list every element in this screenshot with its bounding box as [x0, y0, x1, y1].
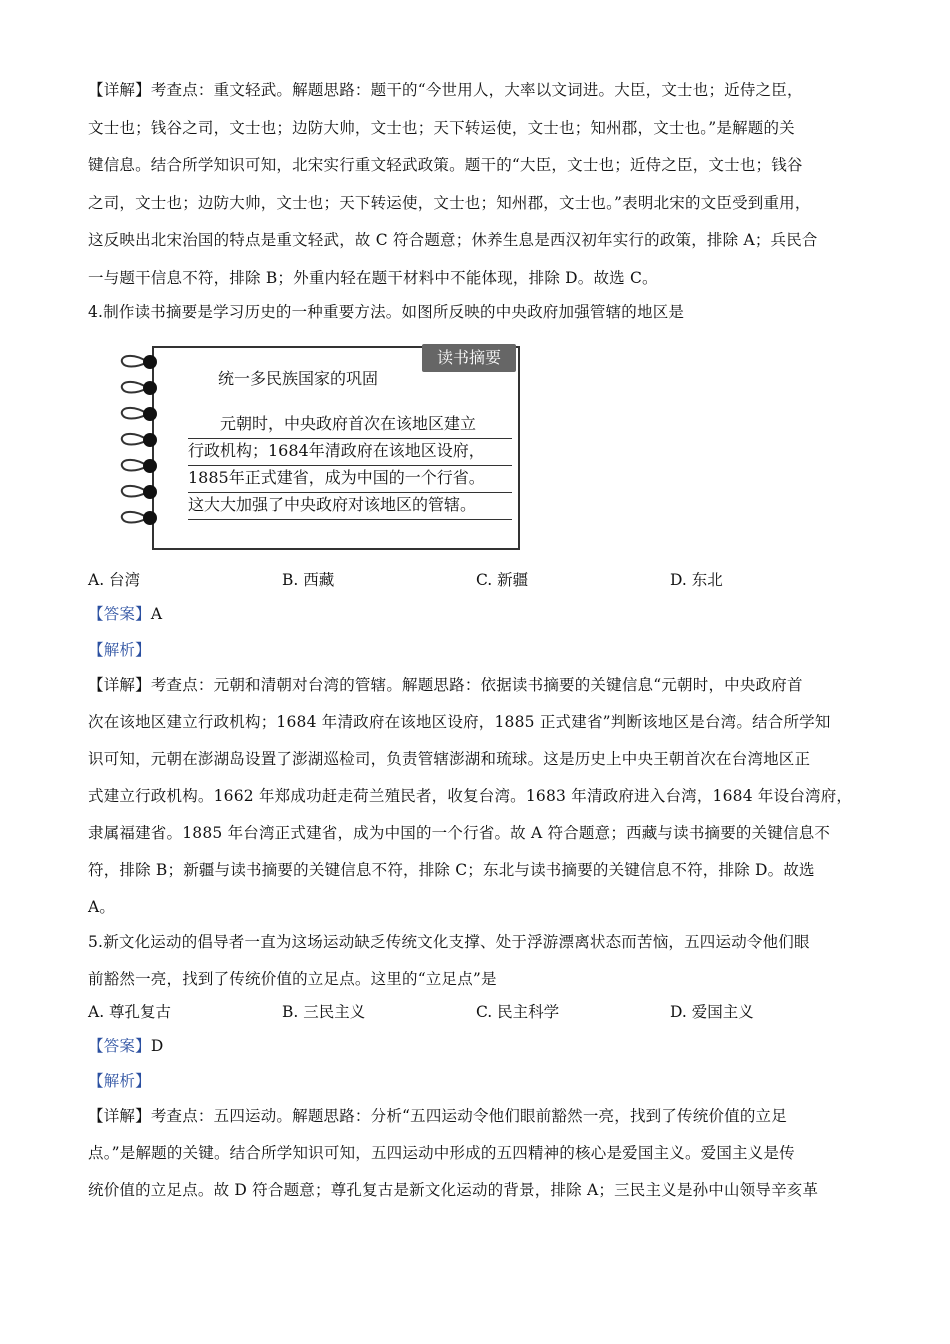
q4-option-c: C. 新疆 [476, 571, 529, 589]
figure-badge: 读书摘要 [422, 344, 516, 372]
q4-detail-line-3: 式建立行政机构。1662 年郑成功赶走荷兰殖民者，收复台湾。1683 年清政府进入台湾，1684 年设台湾府， [88, 787, 853, 805]
spiral-ring-icon [118, 354, 158, 370]
q3-detail-line-2: 键信息。结合所学知识可知，北宋实行重文轻武政策。题干的“大臣，文士也；近侍之臣，文士也；钱谷 [88, 156, 803, 174]
q5-question-line-1: 前豁然一亮，找到了传统价值的立足点。这里的“立足点”是 [88, 970, 497, 988]
q3-detail-tag: 【详解】 [88, 81, 151, 99]
spiral-ring-icon [118, 432, 158, 448]
q4-option-b: B. 西藏 [282, 571, 335, 589]
reading-summary-figure [118, 340, 518, 550]
figure-text-line: 这大大加强了中央政府对该地区的管辖。 [188, 493, 512, 520]
q3-detail-line-1: 文士也；钱谷之司，文士也；边防大帅，文士也；天下转运使，文士也；知州郡，文士也。”是解题的关 [88, 119, 795, 137]
q4-answer-value: A [150, 605, 163, 623]
q4-answer [88, 604, 878, 624]
q4-option-d: D. 东北 [670, 571, 723, 589]
q5-answer-value: D [150, 1037, 164, 1055]
q5-answer-tag: 【答案】 [88, 1037, 151, 1055]
q4-detail-line-5: 符，排除 B；新疆与读书摘要的关键信息不符，排除 C；东北与读书摘要的关键信息不符，排除 D。故选 [88, 861, 815, 879]
q5-analysis-tag: 【解析】 [88, 1072, 151, 1090]
q5-detail-line-2: 统价值的立足点。故 D 符合题意；尊孔复古是新文化运动的背景，排除 A；三民主义是孙中山领导辛亥革 [88, 1181, 819, 1199]
q5-option-b: B. 三民主义 [282, 1003, 366, 1021]
spiral-ring-icon [118, 458, 158, 474]
figure-text [188, 412, 512, 520]
spiral-ring-icon [118, 380, 158, 396]
q4-option-a: A. 台湾 [88, 571, 141, 589]
figure-text-line: 1885年正式建省，成为中国的一个行省。 [188, 466, 512, 493]
q4-detail-tag: 【详解】 [88, 676, 151, 694]
spiral-ring-icon [118, 406, 158, 422]
q4-answer-tag: 【答案】 [88, 605, 151, 623]
q5-question-line-0: 5.新文化运动的倡导者一直为这场运动缺乏传统文化支撑、处于浮游漂离状态而苦恼，五四运动令他们眼 [88, 933, 810, 951]
q4-detail-line-4: 隶属福建省。1885 年台湾正式建省，成为中国的一个行省。故 A 符合题意；西藏与读书摘要的关键信息不 [88, 824, 831, 842]
q5-detail-tag: 【详解】 [88, 1107, 151, 1125]
q5-option-d: D. 爱国主义 [670, 1003, 754, 1021]
figure-text-line: 行政机构；1684年清政府在该地区设府， [188, 439, 512, 466]
figure-title: 统一多民族国家的巩固 [218, 369, 379, 388]
q3-detail-line-3: 之司，文士也；边防大帅，文士也；天下转运使，文士也；知州郡，文士也。”表明北宋的文臣受到重用， [88, 194, 811, 212]
q4-question: 4.制作读书摘要是学习历史的一种重要方法。如图所反映的中央政府加强管辖的地区是 [88, 303, 685, 321]
q4-detail-line-0: 【详解】考查点：元朝和清朝对台湾的管辖。解题思路：依据读书摘要的关键信息“元朝时，中央政府首 [88, 676, 803, 694]
spiral-ring-icon [118, 484, 158, 500]
q3-detail-line-5: 一与题干信息不符，排除 B；外重内轻在题干材料中不能体现，排除 D。故选 C。 [88, 269, 658, 287]
q4-detail-line-1: 次在该地区建立行政机构；1684 年清政府在该地区设府，1885 正式建省”判断该地区是台湾。结合所学知 [88, 713, 831, 731]
q4-detail-line-2: 识可知，元朝在澎湖岛设置了澎湖巡检司，负责管辖澎湖和琉球。这是历史上中央王朝首次在台湾地区正 [88, 750, 811, 768]
q3-detail-line-4: 这反映出北宋治国的特点是重文轻武，故 C 符合题意；休养生息是西汉初年实行的政策，排除 A；兵民合 [88, 231, 818, 249]
q5-option-c: C. 民主科学 [476, 1003, 560, 1021]
q5-option-a: A. 尊孔复古 [88, 1003, 172, 1021]
q4-detail-line-6: A。 [88, 898, 116, 916]
spiral-ring-icon [118, 510, 158, 526]
q3-detail-line-0: 【详解】考查点：重文轻武。解题思路：题干的“今世用人，大率以文词进。大臣，文士也；近侍之臣， [88, 81, 803, 99]
q5-detail-line-1: 点。”是解题的关键。结合所学知识可知，五四运动中形成的五四精神的核心是爱国主义。爱国主义是传 [88, 1144, 795, 1162]
q4-analysis-tag: 【解析】 [88, 641, 151, 659]
q5-answer [88, 1036, 878, 1056]
figure-text-line: 元朝时，中央政府首次在该地区建立 [188, 412, 512, 439]
q5-detail-line-0: 【详解】考查点：五四运动。解题思路：分析“五四运动令他们眼前豁然一亮，找到了传统价值的立足 [88, 1107, 787, 1125]
